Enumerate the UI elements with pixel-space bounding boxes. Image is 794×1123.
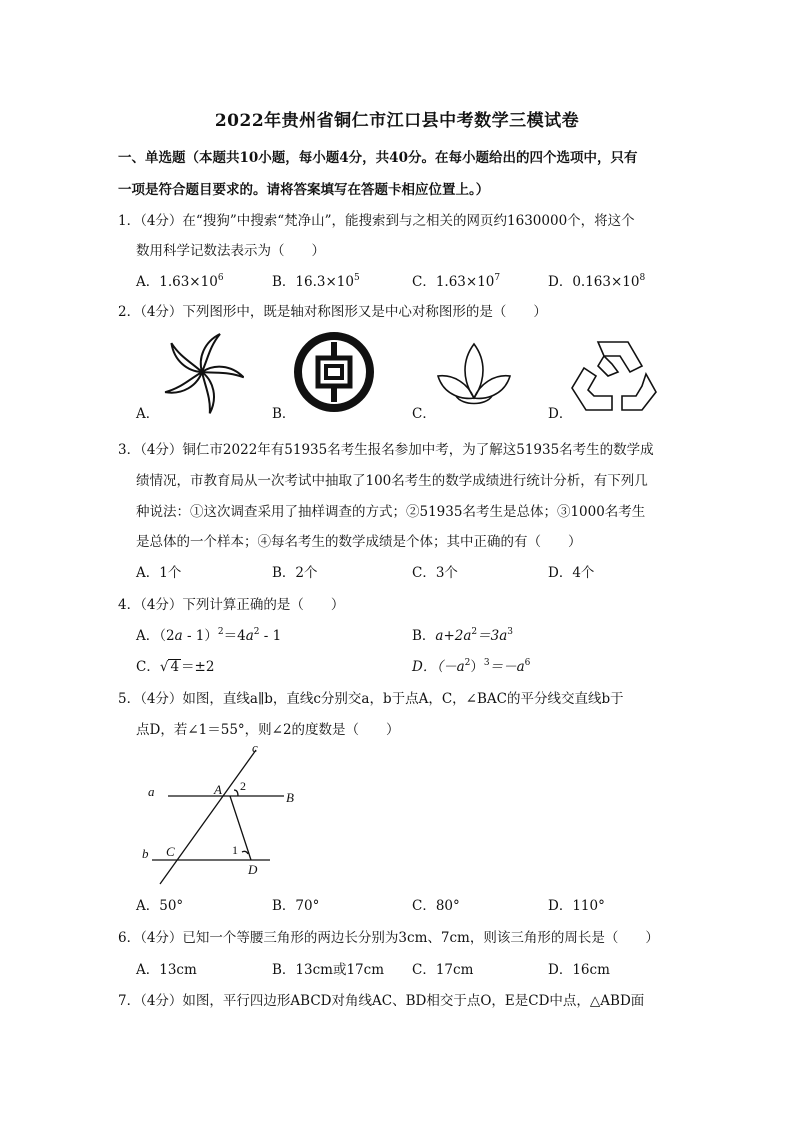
q3-option-a: A．1个 xyxy=(136,565,182,581)
q1-option-c xyxy=(412,270,500,290)
q1-option-b-text: B．16.3×10 xyxy=(272,274,354,290)
q4-a-exp1: 2 xyxy=(217,627,224,637)
q5-stem-line2: 点D，若∠1＝55°，则∠2的度数是（ ） xyxy=(136,722,400,738)
label-angle-2: 2 xyxy=(240,779,246,793)
q4-d-exp3: 6 xyxy=(524,658,531,668)
q3-stem-line2: 绩情况，市教育局从一次考试中抽取了100名考生的数学成绩进行统计分析，有下列几 xyxy=(136,473,648,489)
q4-d-pre: D．（－a xyxy=(412,659,465,675)
q2-option-c: C． xyxy=(412,406,436,422)
q1-option-c-exp: 7 xyxy=(494,273,501,283)
q4-d-mid: ） xyxy=(470,659,484,675)
q4-c-post: ＝±2 xyxy=(181,659,215,675)
q1-option-a-exp: 6 xyxy=(217,273,224,283)
q4-option-a xyxy=(136,624,281,644)
q4-c-pre: C． xyxy=(136,659,160,675)
q4-a-mid: - 1） xyxy=(182,628,218,644)
q4-b-exp2: 3 xyxy=(507,627,514,637)
q4-b-eq: ＝3a xyxy=(477,628,508,644)
q2-figure-a-pinwheel xyxy=(160,330,244,414)
q6-option-d: D．16cm xyxy=(548,962,610,978)
q3-stem-line4: 是总体的一个样本；④每名考生的数学成绩是个体；其中正确的有（ ） xyxy=(136,534,582,550)
q5-stem-line1: 5．（4分）如图，直线a∥b，直线c分别交a，b于点A，C，∠BAC的平分线交直线b于 xyxy=(118,691,624,707)
q4-c-radicand: 4 xyxy=(170,659,180,675)
q4-a-pre: A．（2 xyxy=(136,628,175,644)
q6-option-a: A．13cm xyxy=(136,962,197,978)
q1-option-a-text: A．1.63×10 xyxy=(136,274,218,290)
q3-stem-line3: 种说法：①这次调查采用了抽样调查的方式；②51935名考生是总体；③1000名考生 xyxy=(136,504,646,520)
label-b: b xyxy=(142,846,149,861)
section-heading-line2: 一项是符合题目要求的。请将答案填写在答题卡相应位置上。） xyxy=(118,182,490,198)
q3-option-d: D．4个 xyxy=(548,565,595,581)
label-c: c xyxy=(252,740,258,755)
q4-option-b xyxy=(412,624,513,644)
q2-option-a: A． xyxy=(136,406,160,422)
q2-figure-c-lotus xyxy=(436,340,512,410)
q4-a-post: - 1 xyxy=(259,628,282,644)
q2-figure-d-recycle xyxy=(568,334,658,414)
angle-2-arc xyxy=(234,790,238,796)
label-D: D xyxy=(248,862,258,877)
q4-d-eq: ＝－a xyxy=(489,659,525,675)
label-angle-1: 1 xyxy=(232,843,238,857)
q5-option-a: A．50° xyxy=(136,898,184,914)
q3-option-b: B．2个 xyxy=(272,565,318,581)
q4-option-d xyxy=(412,655,530,675)
q4-b-exp: 2 xyxy=(471,627,478,637)
q1-stem-line1: 1．（4分）在“搜狗”中搜索“梵净山”，能搜索到与之相关的网页约1630000个，将这个 xyxy=(118,213,635,229)
q5-option-c: C．80° xyxy=(412,898,460,914)
q3-option-c: C．3个 xyxy=(412,565,458,581)
q2-option-b: B． xyxy=(272,406,296,422)
label-B: B xyxy=(286,790,294,805)
page-title: 2022年贵州省铜仁市江口县中考数学三模试卷 xyxy=(214,111,580,131)
q2-option-d: D． xyxy=(548,406,573,422)
q4-b-pre: B． xyxy=(412,628,436,644)
q1-option-d-exp: 8 xyxy=(639,273,646,283)
angle-1-arc xyxy=(242,851,248,854)
q4-a-exp2: 2 xyxy=(253,627,260,637)
q1-option-d-text: D．0.163×10 xyxy=(548,274,640,290)
q4-option-c: C．√ 4 ＝±2 xyxy=(136,659,215,675)
q4-a-var: a xyxy=(174,628,183,644)
q4-d-exp1: 2 xyxy=(464,658,471,668)
q4-d-exp2: 3 xyxy=(483,658,490,668)
line-c xyxy=(160,750,256,884)
q1-option-a xyxy=(136,270,224,290)
q4-a-eq: ＝4 xyxy=(223,628,246,644)
q6-option-b: B．13cm或17cm xyxy=(272,962,385,978)
q2-stem-line1: 2．（4分）下列图形中，既是轴对称图形又是中心对称图形的是（ ） xyxy=(118,304,547,320)
q6-option-c: C．17cm xyxy=(412,962,474,978)
q1-stem-line2: 数用科学记数法表示为（ ） xyxy=(136,243,325,259)
q6-stem-line1: 6．（4分）已知一个等腰三角形的两边长分别为3cm、7cm，则该三角形的周长是（ ） xyxy=(118,930,659,946)
q5-geometry-figure xyxy=(138,738,318,890)
q1-option-d xyxy=(548,270,645,290)
q4-stem-line1: 4．（4分）下列计算正确的是（ ） xyxy=(118,597,345,613)
q2-figure-b-coin xyxy=(294,332,374,412)
q4-b-text: a+2a xyxy=(435,628,472,644)
q5-option-b: B．70° xyxy=(272,898,320,914)
q3-stem-line1: 3．（4分）铜仁市2022年有51935名考生报名参加中考，为了解这51935名考生的数学成 xyxy=(118,442,654,458)
section-heading-line1: 一、单选题（本题共10小题，每小题4分，共40分。在每小题给出的四个选项中，只有 xyxy=(118,150,638,166)
q1-option-c-text: C．1.63×10 xyxy=(412,274,495,290)
q1-option-b-exp: 5 xyxy=(353,273,360,283)
label-a: a xyxy=(148,784,155,799)
q5-option-d: D．110° xyxy=(548,898,605,914)
q4-a-var2: a xyxy=(245,628,254,644)
label-C: C xyxy=(166,844,175,859)
q7-stem-line1: 7．（4分）如图，平行四边形ABCD对角线AC、BD相交于点O，E是CD中点，△ABD面 xyxy=(118,993,645,1009)
label-A: A xyxy=(214,782,222,797)
q1-option-b xyxy=(272,270,360,290)
